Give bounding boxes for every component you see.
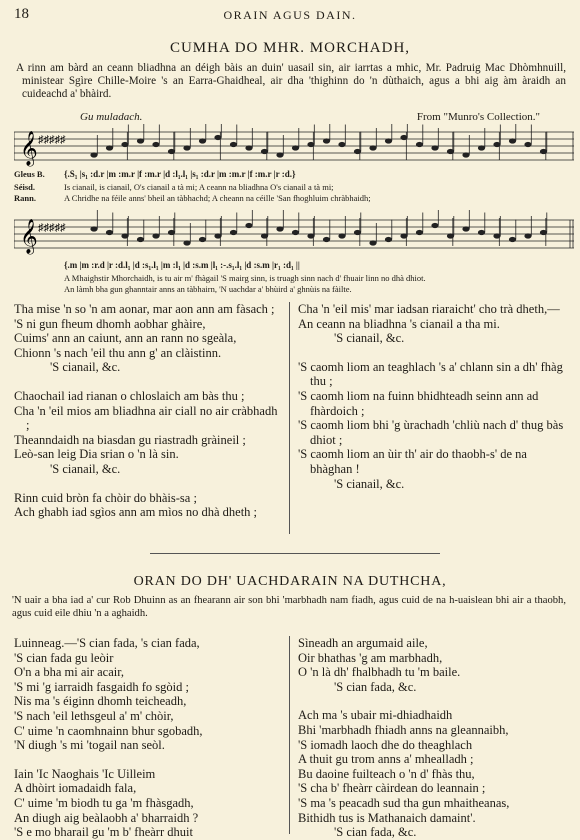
lyrics-line-2a — [14, 273, 574, 283]
music-source: From "Munro's Collection." — [416, 111, 540, 123]
poem-line: Ach ma 's ubair mi-dhiadhaidh — [298, 708, 453, 723]
note-head — [323, 138, 330, 143]
lyrics-line-1b — [14, 193, 574, 203]
note-head — [431, 223, 438, 228]
poem-line: Luinneag.—'S cian fada, 's cian fada, — [14, 636, 200, 650]
stanza-gap — [298, 346, 570, 360]
note-head — [276, 226, 283, 231]
poem-line: Cha 'n 'eil mios am bliadhna air ciall no air cràbhadh ; — [14, 403, 278, 433]
lyrics-line-1a — [14, 182, 574, 192]
treble-clef-icon: 𝄞 — [20, 219, 38, 254]
poem-line: Cha 'n 'eil mis' mar iadsan riaraicht' cho trà dheth,— — [298, 302, 560, 316]
note-head — [369, 145, 376, 150]
note-head — [106, 230, 113, 235]
note-head — [416, 142, 423, 147]
poem-line: Bithidh tus is Mathanaich damaint'. — [298, 810, 476, 825]
poem-line: 'S caomh liom bhi 'g ùrachadh 'chliù nach d' thug bàs dhiot ; — [298, 418, 564, 447]
note-head — [462, 152, 469, 157]
page-number: 18 — [14, 6, 29, 22]
solfa-line-2 — [14, 260, 574, 271]
poem-line: C' uime 'n caomhnainn bhur sgobadh, — [14, 723, 203, 738]
poem-line: 'S caomh liom an teaghlach 's a' chlann sin a dh' fhàg thu ; — [298, 359, 563, 389]
refrain-line: 'S cian fada, &c. — [334, 679, 417, 694]
stanza-gap — [14, 477, 282, 491]
column-divider — [289, 302, 290, 534]
note-head — [462, 226, 469, 231]
note-head — [106, 145, 113, 150]
note-head — [292, 230, 299, 235]
note-head — [245, 223, 252, 228]
svg-text:♯♯♯♯♯: ♯♯♯♯♯ — [38, 134, 66, 146]
music-staff-1 — [14, 124, 574, 170]
song-title: CUMHA DO MHR. MORCHADH, — [169, 40, 411, 56]
refrain-line: 'S cianail, &c. — [334, 476, 405, 491]
note-head — [509, 138, 516, 143]
note-head — [431, 145, 438, 150]
stanza-gap — [14, 753, 282, 767]
poem-line: Iain 'Ic Naoghais 'Ic Uilleim — [14, 766, 156, 781]
poem-line: Tha mise 'n so 'n am aonar, mar aon ann am fàsach ; — [14, 302, 275, 316]
verse-label: Séisd. — [14, 182, 36, 192]
song-title: ORAN DO DH' UACHDARAIN NA DUTHCHA, — [133, 574, 447, 589]
refrain-line: 'S cianail, &c. — [50, 461, 121, 476]
lyric-text: A Mhaighstir Mhorchaidh, is tu air m' fhàgail 'S mairg sinn, is truagh sinn nach d' fhuair linn no dhà dhiot. — [64, 273, 426, 283]
note-head — [199, 237, 206, 242]
refrain-line: 'S cianail, &c. — [50, 360, 121, 375]
poem-right-column — [298, 636, 570, 840]
poem-line: Oir bhathas 'g am marbhadh, — [298, 650, 443, 665]
note-head — [338, 142, 345, 147]
poem-line: O'n a bha mi air acair, — [14, 665, 125, 680]
poem-line: 'S nach 'eil lethsgeul a' m' chòir, — [14, 708, 174, 723]
song-intro: 'N uair a bha iad a' cur Rob Dhuinn as an fhearann air son bhi 'marbhadh nam fiadh, agus cuid de na h-uaislean bhi air a thaobh, agus cuid eile dhiu 'n a aghaidh. — [12, 595, 566, 619]
poem-line: 'S ma 's peacadh sud tha gun mhaitheanas, — [298, 795, 510, 810]
treble-clef-icon: 𝄞 — [20, 131, 38, 166]
note-head — [478, 145, 485, 150]
poem-line: An ceann na bliadhna 's cianail a tha mi. — [298, 316, 500, 331]
poem-line: Bhi 'marbhadh fhiadh anns na gleannaibh, — [298, 722, 509, 737]
poem-line: Cuims' ann an caiunt, ann an rann no sgeàla, — [14, 331, 237, 346]
poem-line: 'S cian fada gu leòir — [14, 650, 114, 665]
poem-line: 'N diugh 's mi 'togail nan seòl. — [14, 738, 165, 753]
poem-line: Theanndaidh na biasdan gu riastradh gràineil ; — [14, 432, 246, 447]
poem-left-column — [14, 302, 282, 520]
poem-line: 'S caomh liom an ùir th' air do thaobh-s' de na bhàghan ! — [298, 447, 527, 476]
poem-line: Nis ma 's éiginn dhomh teicheadh, — [14, 694, 187, 709]
note-head — [152, 142, 159, 147]
poem-line: 'S caomh liom na fuinn bhidhteadh seinn ann ad fhàrdoich ; — [298, 388, 539, 418]
note-head — [385, 138, 392, 143]
poem-line: 'S iomadh laoch dhe do theaghlach — [298, 737, 473, 752]
poem-right-column — [298, 302, 570, 491]
note-head — [137, 138, 144, 143]
poem-line: Bu daoine fuilteach o 'n d' fhàs thu, — [298, 766, 475, 781]
stanza-gap — [14, 375, 282, 389]
note-head — [509, 237, 516, 242]
lyric-text: A Chridhe na féile anns' bheil an tàbhachd; A cheann na céille 'San fhoghluim chràbhaidh; — [64, 193, 371, 203]
note-head — [292, 145, 299, 150]
stanza-gap — [298, 694, 570, 708]
poem-line: Leò-san leig Dia srian o 'n là sin. — [14, 447, 179, 462]
note-head — [276, 152, 283, 157]
solfa-line-1 — [14, 169, 574, 180]
refrain-line: 'S cianail, &c. — [334, 331, 405, 346]
verse-label: Rann. — [14, 193, 36, 203]
note-head — [90, 152, 97, 157]
note-head — [230, 142, 237, 147]
note-head — [323, 237, 330, 242]
note-head — [183, 240, 190, 245]
lyric-text: An làmh bha gun ghanntair anns an tàbhairn, 'N uachdar a' bhùird a' ghnùis na fàilte. — [64, 284, 352, 294]
column-divider — [289, 636, 290, 834]
poem-line: Sìneadh an argumaid aile, — [298, 636, 428, 650]
refrain-line: 'S cian fada, &c. — [334, 825, 417, 840]
note-head — [199, 138, 206, 143]
note-head — [385, 237, 392, 242]
poem-line: 'S e mo bharail gu 'm b' fheàrr dhuit — [14, 825, 193, 840]
solfa-notation: {.S₁ |s₁ :d.r |m :m.r |f :m.r |d :l₁.l₁ |s₁ :d.r |m :m.r |f :m.r |r :d.} — [64, 169, 296, 179]
note-head — [137, 237, 144, 242]
poem-line: A dhòirt iomadaidh fala, — [14, 781, 137, 796]
note-head — [338, 233, 345, 238]
note-head — [230, 230, 237, 235]
note-head — [524, 233, 531, 238]
page-header — [14, 6, 566, 26]
note-head — [416, 230, 423, 235]
poem-line: 'S ni gun fheum dhomh aobhar ghàire, — [14, 316, 206, 331]
poem-line: O 'n là dh' fhalbhadh tu 'm baile. — [298, 665, 461, 680]
song-intro: A rinn am bàrd an ceann bliadhna an déigh bàis an duin' uasail sin, air iarrtas a mhic, Mr. Padruig Mac Dhòmhnuill, ministear Sgìre Chille-Moire 's an Earra-Ghaidheal, air dha 'thighinn do 'n dùthaich, agus a bhi aig àm àraidh an cuideachd a' bhàird. — [16, 62, 566, 100]
poem-line: C' uime 'm biodh tu ga 'm fhàsgadh, — [14, 795, 194, 810]
poem-line: Chaochail iad rianan o chloslaich am bàs thu ; — [14, 388, 245, 403]
poem-line: Ach ghabh iad sgìos ann am mìos no dhà dheth ; — [14, 505, 258, 520]
music-staff-2 — [14, 210, 574, 260]
lyrics-line-2b — [14, 284, 574, 294]
note-head — [524, 142, 531, 147]
note-head — [90, 226, 97, 231]
poem-line: Rinn cuid bròn fa chòir do bhàis-sa ; — [14, 490, 197, 505]
note-head — [478, 230, 485, 235]
note-head — [369, 240, 376, 245]
tempo-marking: Gu muladach. — [80, 111, 143, 123]
poem-line: A thuit gu trom anns a' mhealladh ; — [298, 752, 474, 767]
poem-left-column — [14, 636, 282, 840]
note-head — [152, 233, 159, 238]
note-head — [245, 145, 252, 150]
running-title: ORAIN AGUS DAIN. — [223, 8, 357, 22]
poem-line: Chionn 's nach 'eil thu ann g' an clàistinn. — [14, 345, 222, 360]
key-label: Gleus B. — [14, 169, 45, 179]
note-head — [183, 145, 190, 150]
poem-line: An diugh aig beàlaobh a' bharraidh ? — [14, 810, 199, 825]
poem-line: 'S cha b' fheàrr càirdean do leannain ; — [298, 781, 486, 796]
section-divider — [150, 553, 440, 554]
solfa-notation: {.m |m :r.d |r :d.l₁ |d :s₁.l₁ |m :l₁ |d :s.m |l₁ :-.s₁.l₁ |d :s.m |r₁ :d₁ || — [64, 260, 300, 270]
lyric-text: Is cianail, is cianail, O's cianail a tà mi; A ceann na bliadhna O's cianail a tà mi; — [64, 182, 334, 192]
svg-text:♯♯♯♯♯: ♯♯♯♯♯ — [38, 222, 66, 234]
poem-line: 'S mi 'g iarraidh fasgaidh fo sgòid ; — [14, 679, 189, 694]
